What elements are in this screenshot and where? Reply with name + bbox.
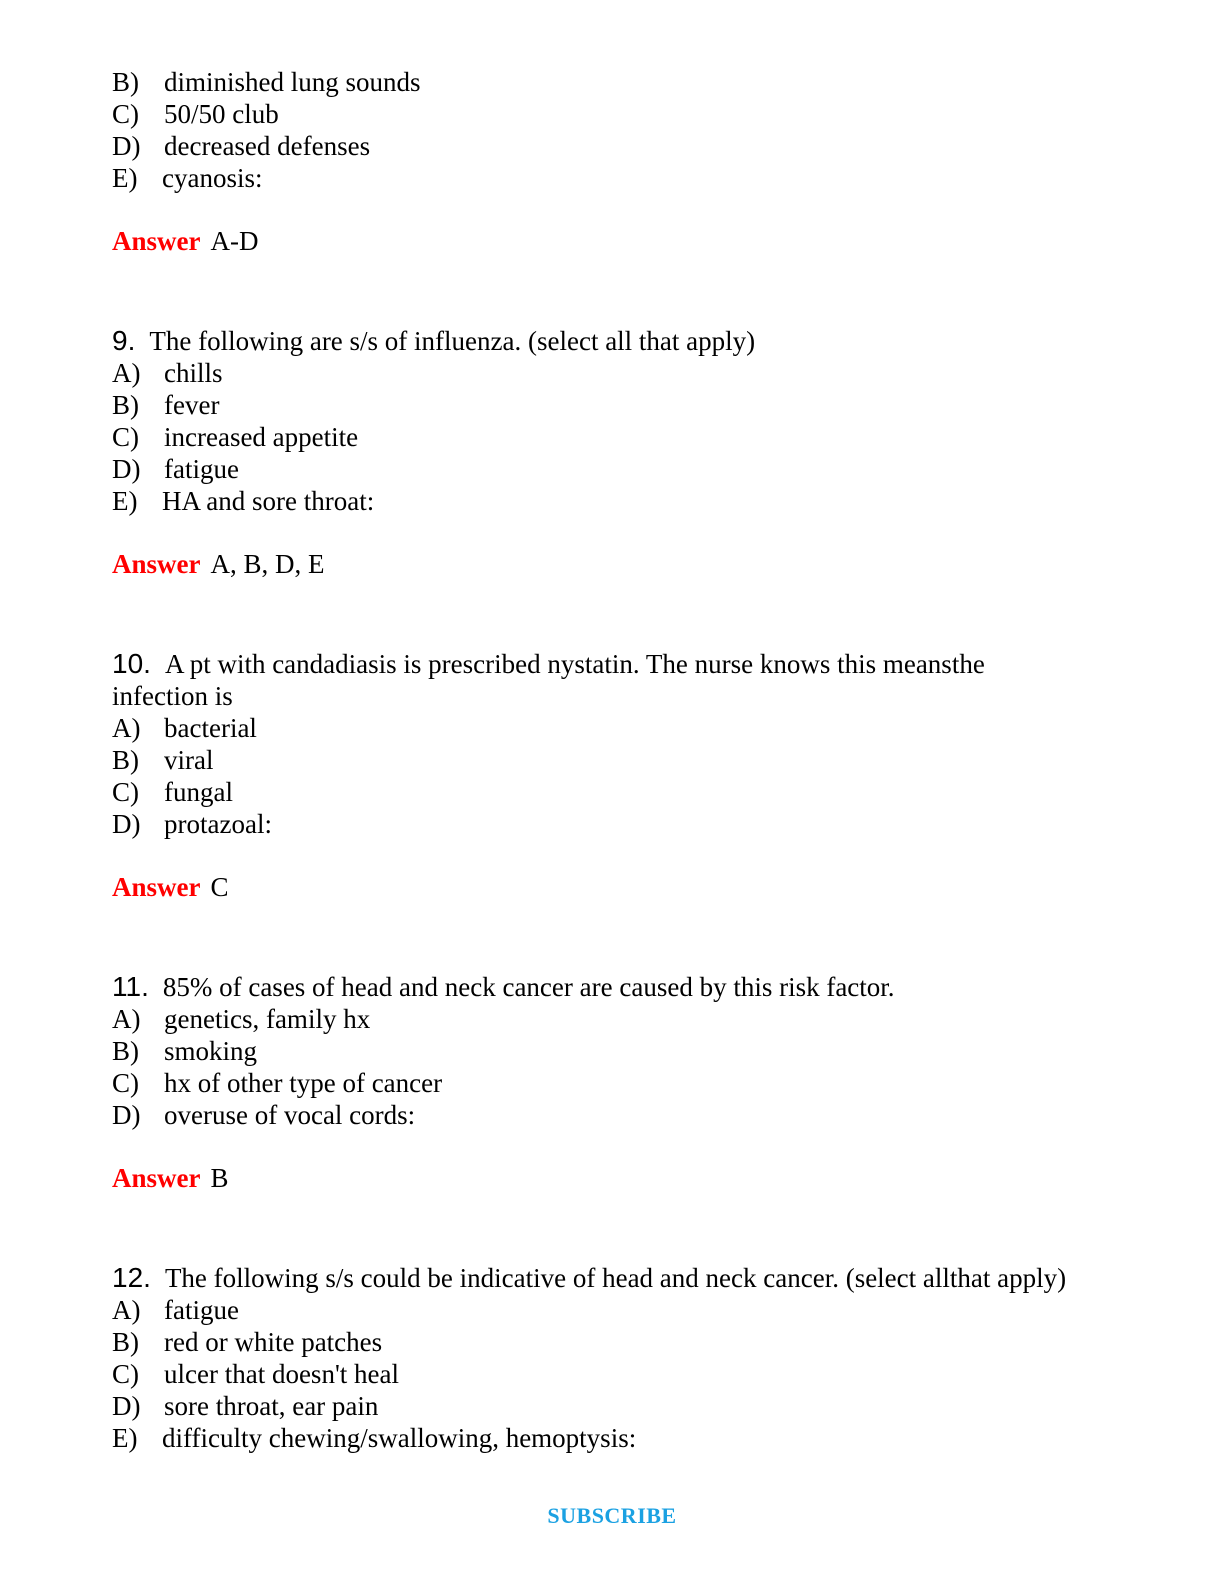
answer-value: C	[210, 872, 229, 902]
option-a: A) fatigue	[112, 1295, 239, 1325]
question-text: The following s/s could be indicative of head and neck cancer. (select allthat apply)	[164, 1263, 1067, 1293]
option-c: C) hx of other type of cancer	[112, 1068, 443, 1098]
option-c: C) 50/50 club	[112, 99, 279, 129]
option-b: B) fever	[112, 390, 220, 420]
answer-line	[112, 225, 1112, 257]
answer-label: Answer	[112, 549, 201, 579]
question-text: A pt with candadiasis is prescribed nystatin. The nurse knows this meansthe infection is	[112, 649, 985, 711]
answer-value: A, B, D, E	[210, 549, 325, 579]
question-number: 11.	[112, 971, 149, 1002]
question-10	[112, 648, 1112, 903]
option-d: D) sore throat, ear pain	[112, 1391, 379, 1421]
option-a: A) bacterial	[112, 713, 257, 743]
answer-value: A-D	[210, 226, 259, 256]
answer-label: Answer	[112, 226, 201, 256]
answer-line	[112, 548, 1112, 580]
option-b: B) smoking	[112, 1036, 258, 1066]
document-page	[112, 66, 1112, 1454]
option-a: A) genetics, family hx	[112, 1004, 371, 1034]
question-8-continuation	[112, 66, 1112, 257]
subscribe-link[interactable]: SUBSCRIBE	[547, 1503, 677, 1528]
question-text: 85% of cases of head and neck cancer are caused by this risk factor.	[162, 972, 895, 1002]
answer-label: Answer	[112, 1163, 201, 1193]
question-text: The following are s/s of influenza. (select all that apply)	[149, 326, 756, 356]
question-number: 9.	[112, 325, 136, 356]
question-stem	[112, 1262, 1112, 1294]
option-e: E) difficulty chewing/swallowing, hemoptysis:	[112, 1423, 637, 1453]
question-number: 12.	[112, 1262, 151, 1293]
answer-value: B	[210, 1163, 229, 1193]
option-d: D) fatigue	[112, 454, 239, 484]
question-12	[112, 1262, 1112, 1454]
answer-line	[112, 1162, 1112, 1194]
question-stem	[112, 971, 1112, 1003]
option-c: C) ulcer that doesn't heal	[112, 1359, 400, 1389]
option-d: D) decreased defenses	[112, 131, 371, 161]
question-9	[112, 325, 1112, 580]
option-d: D) protazoal:	[112, 809, 272, 839]
option-a: A) chills	[112, 358, 223, 388]
option-c: C) increased appetite	[112, 422, 359, 452]
option-b: B) diminished lung sounds	[112, 67, 421, 97]
answer-line	[112, 871, 1112, 903]
option-c: C) fungal	[112, 777, 233, 807]
question-stem	[112, 325, 1112, 357]
option-e: E) HA and sore throat:	[112, 486, 375, 516]
question-number: 10.	[112, 648, 151, 679]
option-b: B) red or white patches	[112, 1327, 383, 1357]
option-e: E) cyanosis:	[112, 163, 263, 193]
answer-label: Answer	[112, 872, 201, 902]
question-stem	[112, 648, 1012, 712]
option-b: B) viral	[112, 745, 214, 775]
option-d: D) overuse of vocal cords:	[112, 1100, 416, 1130]
question-11	[112, 971, 1112, 1194]
